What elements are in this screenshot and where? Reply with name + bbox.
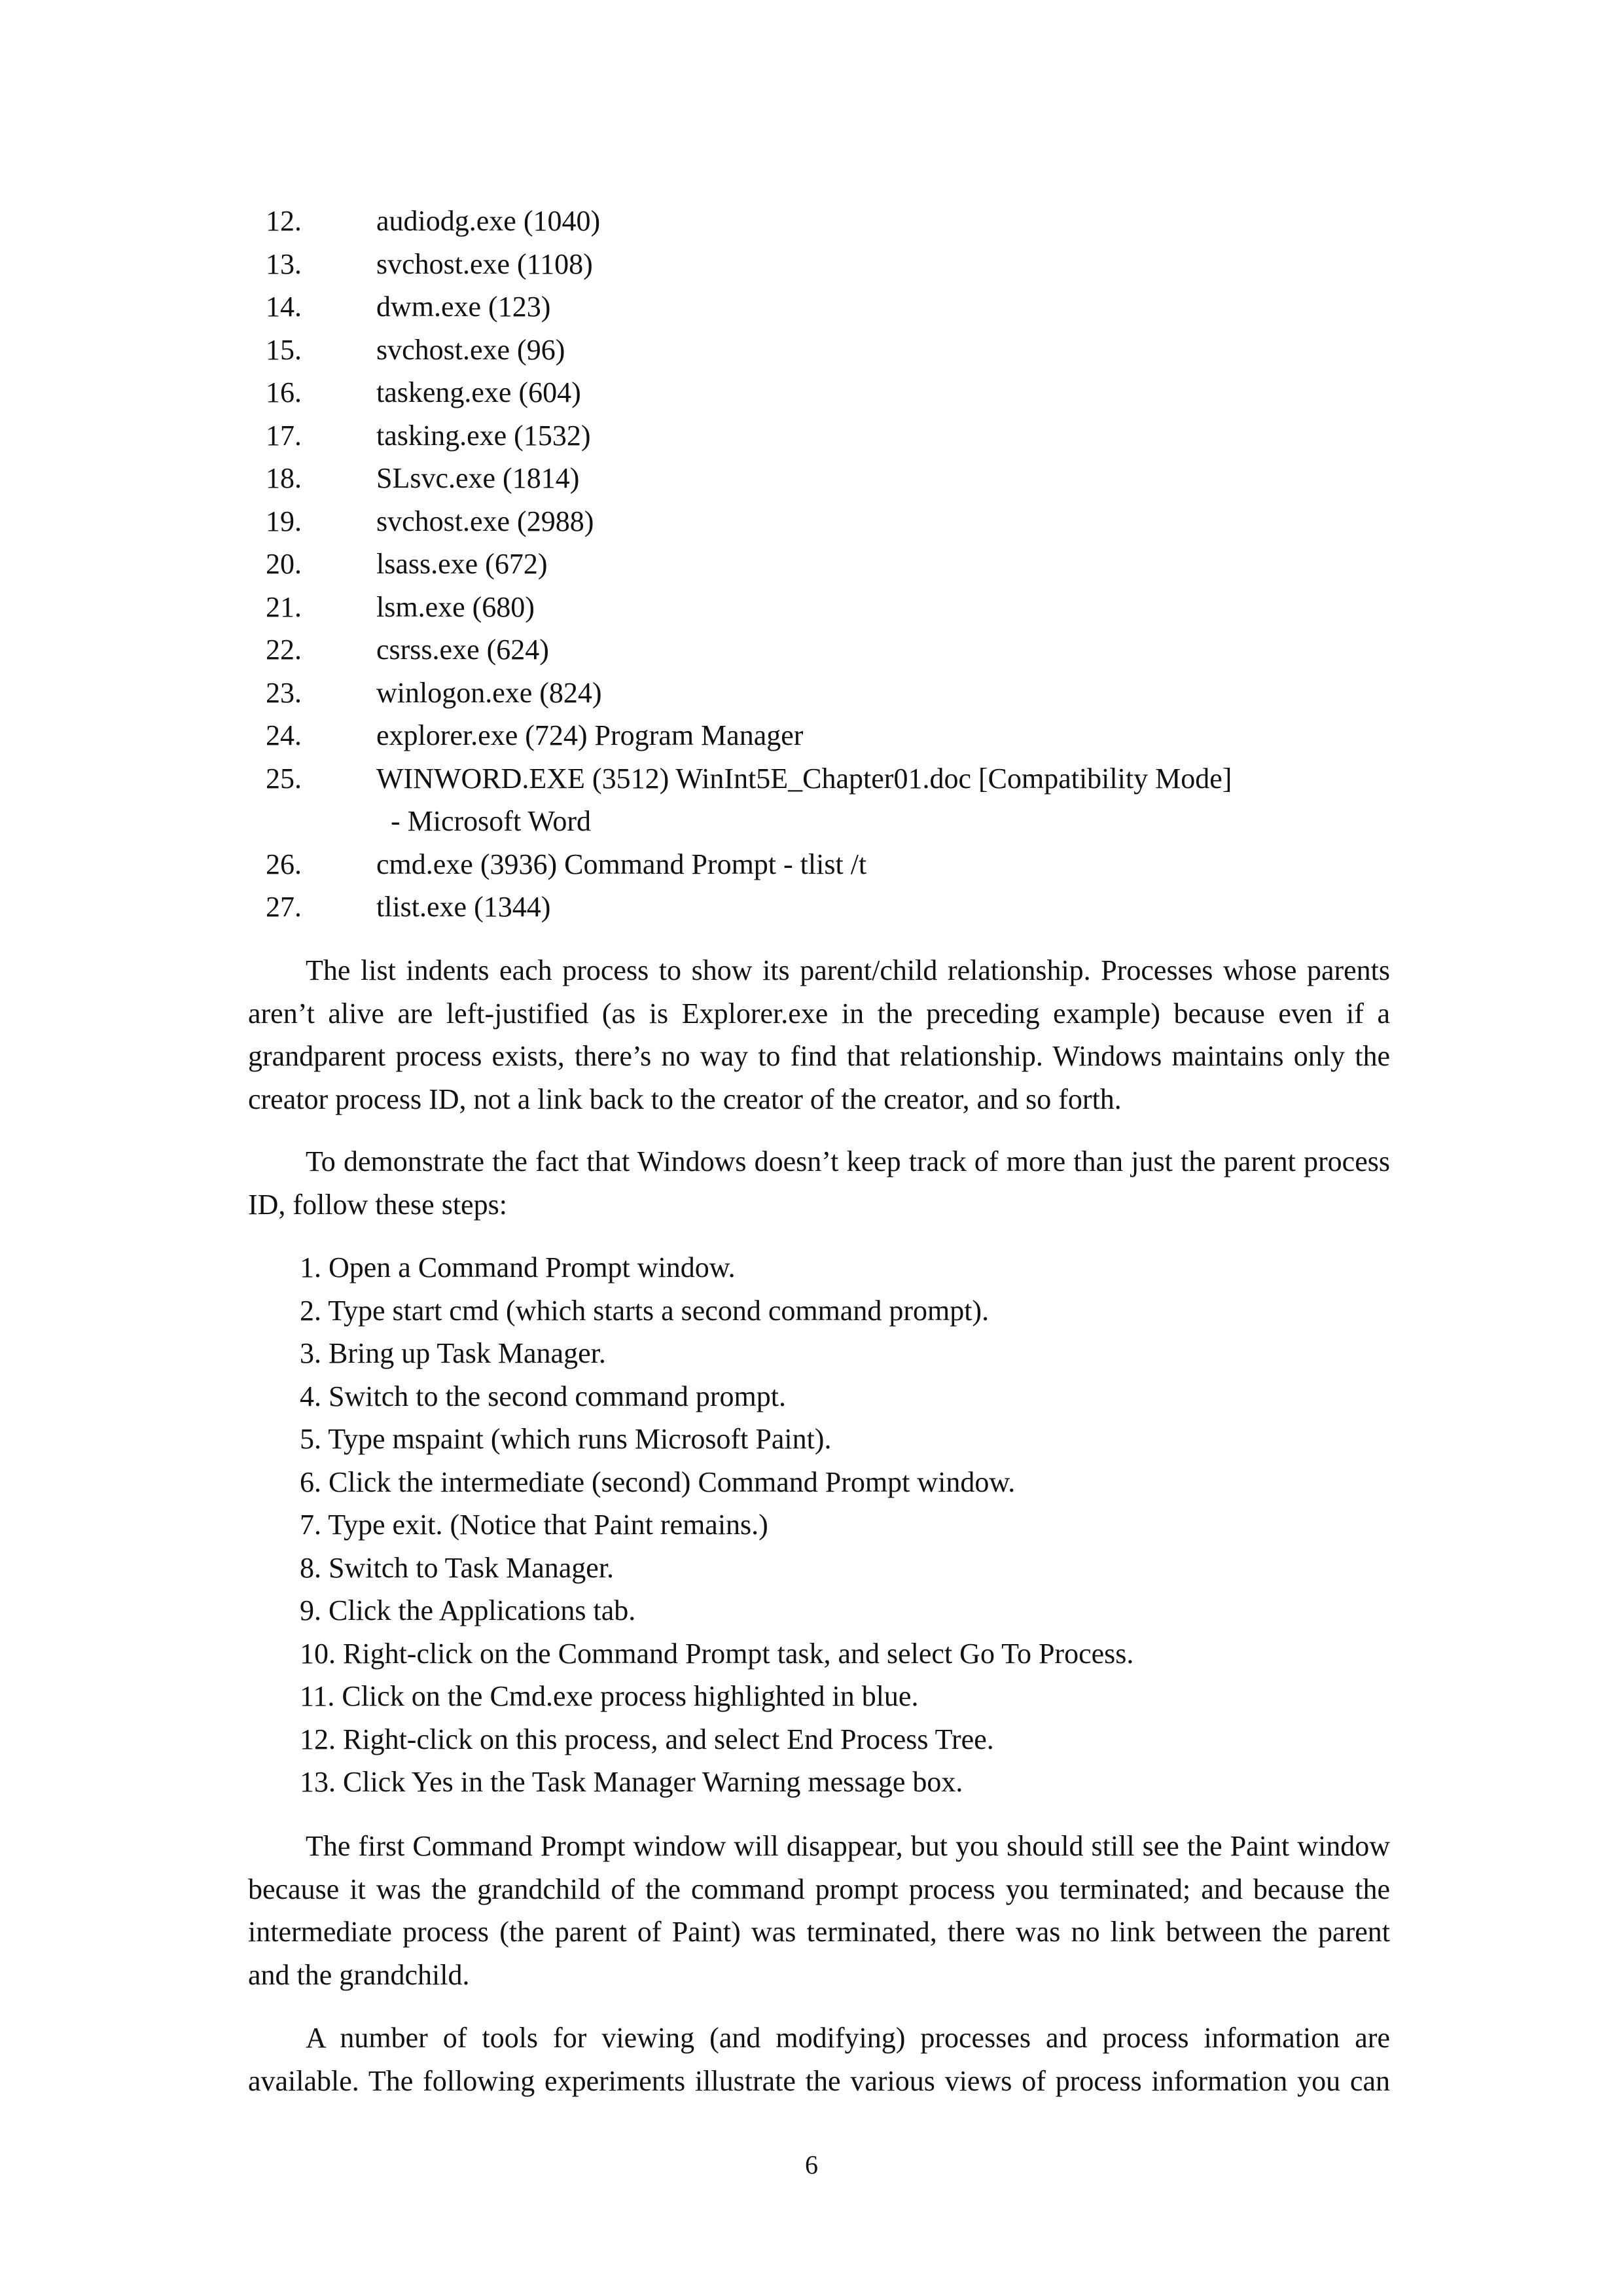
item-text: tasking.exe (1532)	[376, 419, 591, 452]
item-text-continuation: - Microsoft Word	[383, 805, 592, 837]
item-text: cmd.exe (3936) Command Prompt - tlist /t	[376, 848, 867, 880]
body-paragraph: A number of tools for viewing (and modifying) processes and process information are available. The following experiments illustrate the various views of process information you can	[248, 2022, 1390, 2097]
step-item: 12. Right-click on this process, and select End Process Tree.	[300, 1723, 994, 1755]
item-number: 26.	[266, 848, 302, 880]
list-item	[248, 414, 1390, 457]
list-item	[248, 886, 1390, 929]
item-number: 18.	[266, 462, 302, 494]
item-text: lsass.exe (672)	[376, 548, 548, 580]
item-text: tlist.exe (1344)	[376, 891, 551, 923]
item-text: WINWORD.EXE (3512) WinInt5E_Chapter01.doc [Compatibility Mode]	[376, 762, 1232, 795]
item-number: 20.	[266, 548, 302, 580]
process-list	[248, 200, 1390, 929]
item-text: dwm.exe (123)	[376, 291, 551, 323]
list-item	[248, 757, 1390, 800]
step-item: 13. Click Yes in the Task Manager Warning message box.	[300, 1766, 963, 1798]
step-item: 5. Type mspaint (which runs Microsoft Paint).	[300, 1423, 832, 1455]
item-text: audiodg.exe (1040)	[376, 205, 601, 237]
list-item	[248, 628, 1390, 672]
step-item: 10. Right-click on the Command Prompt task, and select Go To Process.	[300, 1637, 1134, 1670]
step-item: 4. Switch to the second command prompt.	[300, 1380, 786, 1412]
list-item	[248, 200, 1390, 243]
item-number: 14.	[266, 291, 302, 323]
item-number: 13.	[266, 247, 302, 280]
item-text: lsm.exe (680)	[376, 590, 535, 623]
item-text: taskeng.exe (604)	[376, 376, 581, 408]
item-number: 22.	[266, 634, 302, 666]
body-paragraph: To demonstrate the fact that Windows doesn’t keep track of more than just the parent process ID, follow these steps:	[248, 1145, 1390, 1221]
list-item-continuation	[248, 800, 1390, 843]
list-item	[248, 457, 1390, 500]
item-number: 27.	[266, 891, 302, 923]
list-item	[248, 329, 1390, 372]
item-number: 16.	[266, 376, 302, 408]
list-item	[248, 672, 1390, 715]
item-text: winlogon.exe (824)	[376, 676, 602, 709]
item-number: 15.	[266, 333, 302, 366]
step-item: 1. Open a Command Prompt window.	[300, 1251, 736, 1283]
step-item: 8. Switch to Task Manager.	[300, 1551, 615, 1584]
item-number: 17.	[266, 419, 302, 452]
item-text: csrss.exe (624)	[376, 634, 549, 666]
item-number: 25.	[266, 762, 302, 795]
list-item	[248, 285, 1390, 329]
list-item	[248, 586, 1390, 629]
list-item	[248, 714, 1390, 757]
item-number: 12.	[266, 205, 302, 237]
list-item	[248, 843, 1390, 886]
step-item: 7. Type exit. (Notice that Paint remains.)	[300, 1509, 768, 1541]
item-text: svchost.exe (1108)	[376, 247, 593, 280]
body-paragraph: The list indents each process to show its parent/child relationship. Processes whose parents aren’t alive are left-justified (as is Explorer.exe in the preceding example) because even if a grandparent process exists, there’s no way to find that relationship. Windows maintains only the creator process ID, not a link back to the creator of the creator, and so forth.	[248, 954, 1390, 1115]
list-item	[248, 543, 1390, 586]
item-number: 21.	[266, 590, 302, 623]
steps-list	[300, 1246, 1347, 1804]
list-item	[248, 243, 1390, 286]
item-text: svchost.exe (96)	[376, 333, 565, 366]
item-text: explorer.exe (724) Program Manager	[376, 719, 804, 751]
list-item	[248, 500, 1390, 543]
item-text: SLsvc.exe (1814)	[376, 462, 580, 494]
page-number: 6	[805, 2150, 818, 2179]
body-paragraph: The first Command Prompt window will disappear, but you should still see the Paint window because it was the grandchild of the command prompt process you terminated; and because the intermediate process (the parent of Paint) was terminated, there was no link between the parent and the grandchild.	[248, 1830, 1390, 1991]
step-item: 9. Click the Applications tab.	[300, 1594, 636, 1626]
step-item: 2. Type start cmd (which starts a second command prompt).	[300, 1294, 990, 1327]
item-number: 19.	[266, 505, 302, 537]
step-item: 11. Click on the Cmd.exe process highlighted in blue.	[300, 1680, 919, 1712]
step-item: 3. Bring up Task Manager.	[300, 1337, 606, 1369]
item-number: 24.	[266, 719, 302, 751]
step-item: 6. Click the intermediate (second) Command Prompt window.	[300, 1465, 1016, 1498]
list-item	[248, 371, 1390, 414]
item-text: svchost.exe (2988)	[376, 505, 594, 537]
item-number: 23.	[266, 676, 302, 709]
